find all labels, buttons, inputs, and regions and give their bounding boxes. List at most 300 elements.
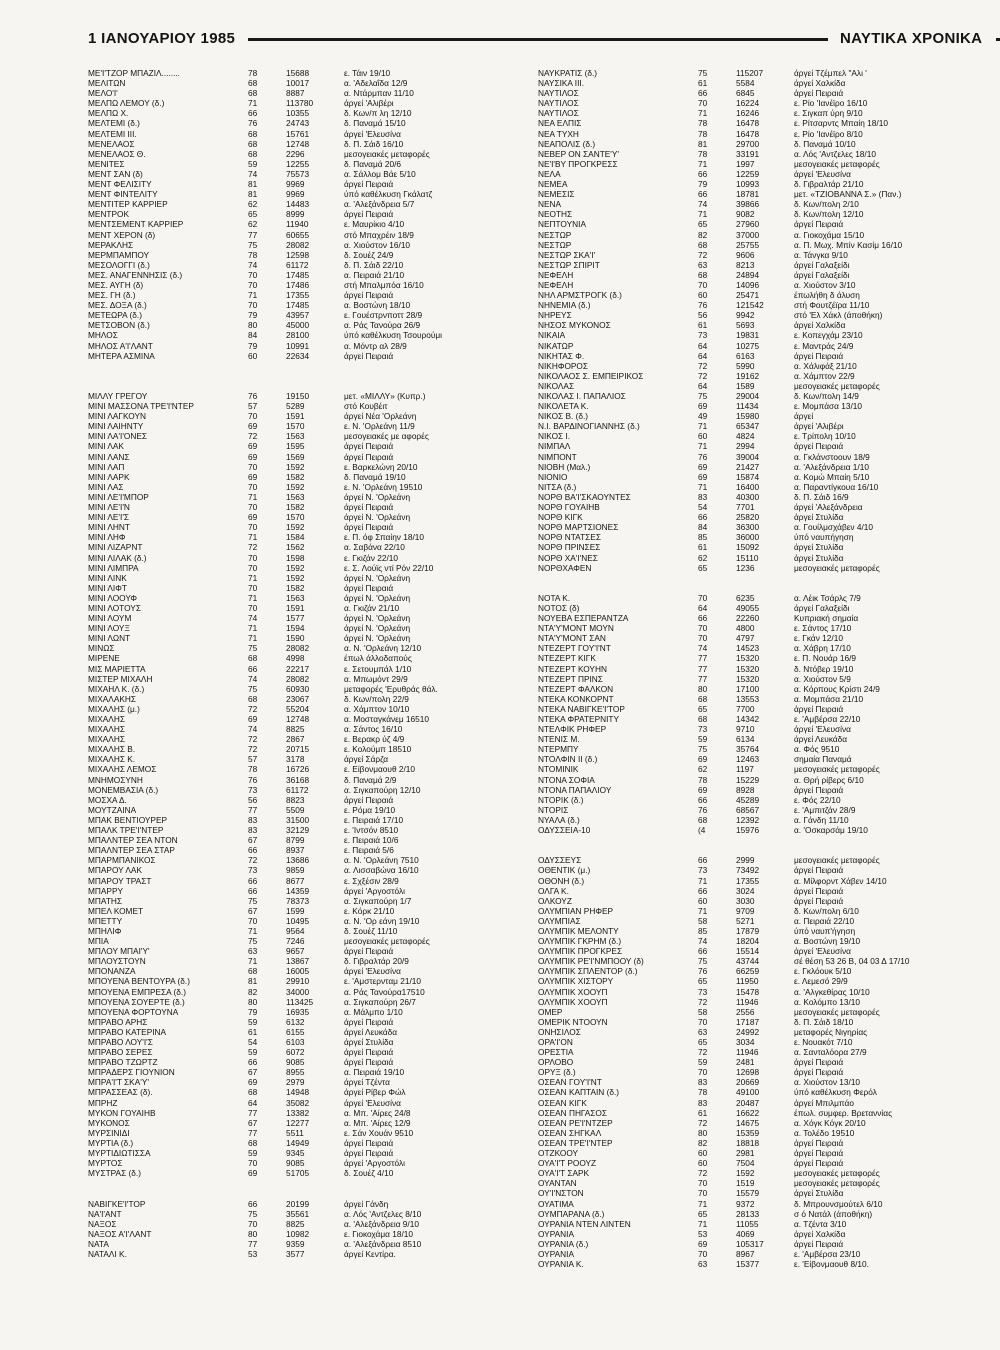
position-status: μετ. «ΤΖΙΟΒΑΝΝΑ Σ.» (Παν.) xyxy=(794,189,902,200)
position-status: δ. Π. Σάιδ 22/10 xyxy=(344,259,404,270)
build-year: 60 xyxy=(698,431,708,442)
build-year: 66 xyxy=(248,1198,258,1209)
ship-row xyxy=(538,906,988,916)
position-status: α. Σάλλομ Βάε 5/10 xyxy=(344,168,416,179)
ship-name: ΜΥΡΤΙΔΙΩΤΙΣΣΑ xyxy=(88,1148,151,1159)
tonnage: 4069 xyxy=(736,1228,755,1239)
tonnage: 20487 xyxy=(736,1097,760,1108)
position-status: έπωλ άλλοδαπούς xyxy=(344,653,412,664)
build-year: 60 xyxy=(698,1148,708,1159)
ship-name: ΟΛΚΟΥΖ xyxy=(538,895,572,906)
tonnage: 6163 xyxy=(736,350,755,361)
ship-row xyxy=(88,421,538,431)
build-year: 64 xyxy=(698,350,708,361)
ship-row xyxy=(538,179,988,189)
tonnage: 17485 xyxy=(286,300,310,311)
ship-row xyxy=(88,1158,538,1168)
ship-row xyxy=(538,532,988,542)
ship-name: ΜΠΑΡΟΥ ΛΑΚ xyxy=(88,865,142,876)
tonnage: 37000 xyxy=(736,229,760,240)
ship-row xyxy=(88,1239,538,1249)
ship-row xyxy=(88,573,538,583)
tonnage: 2867 xyxy=(286,734,305,745)
ship-row xyxy=(538,694,988,704)
tonnage: 15377 xyxy=(736,1259,760,1270)
ship-row xyxy=(538,320,988,330)
ship-row xyxy=(538,775,988,785)
tonnage: 19831 xyxy=(736,330,760,341)
position-status: ε. Σάντος 17/10 xyxy=(794,623,852,634)
ship-name: ΜΙΝΙ ΛΙΦΤ xyxy=(88,582,127,593)
ship-name: ΜΕΣΟΛΟΓΓΙ (δ.) xyxy=(88,259,150,270)
ship-row xyxy=(88,330,538,340)
position-status: άργεί Πειραιά xyxy=(344,179,394,190)
build-year: 66 xyxy=(248,885,258,896)
position-status: ε. Βερακρ ύζ 4/9 xyxy=(344,734,405,745)
ship-name: ΝΙΚΑΙΑ xyxy=(538,330,566,341)
tonnage: 2981 xyxy=(736,1148,755,1159)
build-year: 64 xyxy=(698,602,708,613)
tonnage: 28100 xyxy=(286,330,310,341)
build-year: 61 xyxy=(698,542,708,553)
build-year: 70 xyxy=(248,915,258,926)
ship-row xyxy=(88,169,538,179)
ship-row xyxy=(88,633,538,643)
build-year: 53 xyxy=(698,1228,708,1239)
position-status: μεσογειακές με αφορές xyxy=(344,431,429,442)
ship-name: ΝΤΑ'Υ'ΜΟΝΤ ΜΟΥΝ xyxy=(538,623,614,634)
tonnage: 1563 xyxy=(286,491,305,502)
tonnage: 12259 xyxy=(736,168,760,179)
position-status: α. Ράς Τανούρα 26/9 xyxy=(344,320,421,331)
position-status: άργεί Στυλίδα xyxy=(794,542,844,553)
position-status: ε. Λεμεσό 29/9 xyxy=(794,976,848,987)
build-year: 70 xyxy=(248,1218,258,1229)
ship-name: ΝΤΟΝΑ ΠΑΠΑΛΙΟΥ xyxy=(538,784,612,795)
tonnage: 6155 xyxy=(286,1026,305,1037)
ship-name: ΜΙΝΙ ΛΑΓΚΟΥΝ xyxy=(88,411,146,422)
build-year: 72 xyxy=(248,734,258,745)
left-column-ship-list xyxy=(88,68,538,1259)
ship-row xyxy=(538,1168,988,1178)
ship-name: ΜΠΡΑΒΟ ΑΡΗΣ xyxy=(88,1016,148,1027)
ship-name: ΝΑΥΤΙΛΟΣ xyxy=(538,98,579,109)
ship-name: ΜΠΟΝΑΝΖΑ xyxy=(88,966,136,977)
position-status: άργεί Πειραιά xyxy=(794,885,844,896)
build-year: 72 xyxy=(248,855,258,866)
build-year: 66 xyxy=(698,855,708,866)
tonnage: 75573 xyxy=(286,168,310,179)
position-status: α. Μοσταγκάνεμ 16510 xyxy=(344,714,430,724)
position-status: άργεί Τζέντα xyxy=(344,1077,390,1088)
tonnage: 36000 xyxy=(736,532,760,543)
position-status: στό Κουβέιτ xyxy=(344,401,388,412)
ship-name: ΟΛΥΜΠΙΚ ΜΕΛΟΝΤΥ xyxy=(538,925,619,936)
ship-name: ΝΤΕΚΑ ΝΑΒΙΓΚΕ'Ι'ΤΟΡ xyxy=(538,703,625,714)
position-status: α. 'Αλεξάνδρεια 1/10 xyxy=(794,461,869,472)
ship-row xyxy=(538,876,988,886)
build-year: 71 xyxy=(248,925,258,936)
tonnage: 10355 xyxy=(286,108,310,119)
ship-name: ΟΥΜΠΑΡΑΝΑ (δ.) xyxy=(538,1208,605,1219)
tonnage: 34000 xyxy=(286,986,310,997)
build-year: 78 xyxy=(248,249,258,260)
build-year: 76 xyxy=(248,118,258,129)
position-status: α. Ντάρμπαν 11/10 xyxy=(344,88,414,99)
build-year: 74 xyxy=(248,673,258,684)
position-status: α. Μπωμόντ 29/9 xyxy=(344,673,408,684)
ship-name: ΜΙΝΙ ΛΕ'Ι'Ν xyxy=(88,502,130,513)
ship-name: ΝΙΚΗΦΟΡΟΣ xyxy=(538,360,589,371)
ship-row xyxy=(538,1239,988,1249)
tonnage: 60930 xyxy=(286,683,310,694)
ship-name: ΜΙΝΙ ΛΑΡΚ xyxy=(88,471,130,482)
ship-row xyxy=(88,916,538,926)
ship-name: ΜΕΡΑΚΛΗΣ xyxy=(88,239,134,250)
position-status: α. Ν. 'Ορ εάνη 19/10 xyxy=(344,915,420,926)
ship-name: ΝΤΟΡΙΣ xyxy=(538,804,569,815)
tonnage: 1592 xyxy=(286,572,305,583)
tonnage: 15320 xyxy=(736,653,760,664)
position-status: άργεί Πειραιά xyxy=(794,1057,844,1068)
tonnage: 17100 xyxy=(736,683,760,694)
tonnage: 9657 xyxy=(286,946,305,957)
ship-name: ΟΘΕΝΤΙΚ (μ.) xyxy=(538,865,591,876)
build-year: 72 xyxy=(698,1168,708,1179)
tonnage: 45000 xyxy=(286,320,310,331)
build-year: 71 xyxy=(248,623,258,634)
build-year: 81 xyxy=(248,976,258,987)
tonnage: 1570 xyxy=(286,421,305,432)
row-spacer xyxy=(538,583,988,593)
build-year: 71 xyxy=(248,592,258,603)
build-year: 80 xyxy=(248,320,258,331)
position-status: α. Πειραιά 19/10 xyxy=(344,1067,405,1078)
build-year: 74 xyxy=(248,724,258,735)
ship-row xyxy=(88,815,538,825)
tonnage: 51705 xyxy=(286,1168,310,1179)
ship-row xyxy=(538,825,988,835)
ship-name: ΜΙΝΙ ΛΟΤΟΥΣ xyxy=(88,602,141,613)
position-status: α. Λός 'Αντζελες 18/10 xyxy=(794,148,876,159)
ship-row xyxy=(538,563,988,573)
row-spacer xyxy=(88,361,538,371)
build-year: 76 xyxy=(248,774,258,785)
tonnage: 16622 xyxy=(736,1107,760,1118)
position-status: άργεί Στυλίδα xyxy=(794,1188,844,1199)
ship-name: ΝΤΕΖΕΡΤ ΚΟΥΗΝ xyxy=(538,663,607,674)
position-status: άργεί Χαλκίδα xyxy=(794,1228,846,1239)
tonnage: 9710 xyxy=(736,724,755,735)
ship-name: ΟΣΕΑΝ ΡΕ'Ι'ΝΤΖΕΡ xyxy=(538,1117,613,1128)
ship-name: ΜΙΝΙ ΛΙΝΚ xyxy=(88,572,127,583)
ship-row xyxy=(538,966,988,976)
position-status: άργεί Ν. 'Ορλεάνη xyxy=(344,572,411,583)
row-spacer xyxy=(538,845,988,855)
build-year: 78 xyxy=(698,118,708,129)
tonnage: 15359 xyxy=(736,1127,760,1138)
position-status: ε. Νουακότ 7/10 xyxy=(794,1037,853,1047)
build-year: 84 xyxy=(698,522,708,533)
build-year: 67 xyxy=(248,835,258,846)
ship-name: ΝΙΟΝΙΟ xyxy=(538,471,568,482)
tonnage: 1592 xyxy=(286,522,305,533)
ship-row xyxy=(538,118,988,128)
build-year: 71 xyxy=(698,875,708,886)
position-status: άργεί Σάρζα xyxy=(344,754,389,765)
position-status: άργεί Πειραιά xyxy=(344,290,394,301)
ship-row xyxy=(538,805,988,815)
ship-name: ΟΡΕΣΤΙΑ xyxy=(538,1047,574,1058)
build-year: 70 xyxy=(248,582,258,593)
position-status: άργεί Πειραιά xyxy=(344,209,394,220)
tonnage: 11946 xyxy=(736,1047,759,1058)
ship-row xyxy=(538,462,988,472)
position-status: άργεί Γαλαξείδι xyxy=(794,269,850,280)
tonnage: 15478 xyxy=(736,986,760,997)
tonnage: 49100 xyxy=(736,1087,760,1098)
ship-row xyxy=(538,623,988,633)
tonnage: 2999 xyxy=(736,855,755,866)
build-year: 59 xyxy=(248,1047,258,1058)
build-year: 77 xyxy=(248,1107,258,1118)
ship-row xyxy=(538,936,988,946)
ship-name: ΜΠΟΥΕΝΑ ΣΟΥΕΡΤΕ (δ.) xyxy=(88,996,185,1007)
ship-name: ΟΤΖΚΟΟΥ xyxy=(538,1148,579,1159)
ship-name: ΜΠΑΡΡΥ xyxy=(88,885,124,896)
tonnage: 13382 xyxy=(286,1107,310,1118)
tonnage: 1562 xyxy=(286,542,305,553)
build-year: 49 xyxy=(698,411,708,422)
position-status: άργεί Πειραιά xyxy=(344,582,394,593)
ship-name: ΝΟΥΕΒΑ ΕΣΠΕΡΑΝΤΖΑ xyxy=(538,613,629,624)
ship-row xyxy=(88,431,538,441)
ship-name: ΝΕΦΕΛΗ xyxy=(538,279,574,290)
build-year: 63 xyxy=(698,259,708,270)
row-spacer xyxy=(88,1188,538,1198)
build-year: 85 xyxy=(698,925,708,936)
build-year: 69 xyxy=(698,754,708,765)
build-year: 78 xyxy=(248,764,258,775)
position-status: α. Μόντρ αλ 28/9 xyxy=(344,340,407,351)
ship-name: ΟΥΡΑΝΙΑ (δ.) xyxy=(538,1238,589,1249)
ship-row xyxy=(538,956,988,966)
build-year: 59 xyxy=(698,1057,708,1068)
ship-name: ΝΤΕΝΙΣ Μ. xyxy=(538,734,580,745)
tonnage: 1519 xyxy=(736,1178,755,1189)
tonnage: 6134 xyxy=(736,734,755,745)
ship-name: ΝΤΕΛΦΙΚ ΡΗΦΕΡ xyxy=(538,724,607,735)
tonnage: 1591 xyxy=(286,602,305,613)
build-year: 60 xyxy=(698,1158,708,1169)
tonnage: 5693 xyxy=(736,320,755,331)
tonnage: 1563 xyxy=(286,592,305,603)
tonnage: 13867 xyxy=(286,956,310,967)
position-status: Κυπριακή σημαία xyxy=(794,613,859,624)
position-status: α. Βοστώνη 18/10 xyxy=(344,300,411,311)
tonnage: 6132 xyxy=(286,1016,305,1027)
build-year: 65 xyxy=(698,1208,708,1219)
tonnage: 15092 xyxy=(736,542,760,553)
build-year: 81 xyxy=(248,179,258,190)
position-status: άργεί Πειραιά xyxy=(344,1148,394,1159)
build-year: 82 xyxy=(698,1137,708,1148)
ship-row xyxy=(88,280,538,290)
publication-title: ΝΑΥΤΙΚΑ ΧΡΟΝΙΚΑ xyxy=(840,30,983,47)
position-status: άργεί Μπιλμπάο xyxy=(794,1097,854,1108)
position-status: άργεί Πειραιά xyxy=(794,1067,844,1078)
ship-row xyxy=(88,563,538,573)
ship-row xyxy=(538,1158,988,1168)
position-status: άργεί Ν. 'Ορλεάνη xyxy=(344,623,411,634)
tonnage: 40300 xyxy=(736,491,760,502)
ship-name: ΝΕΟΤΗΣ xyxy=(538,209,573,220)
position-status: ε. 'Αμβέρσα 23/10 xyxy=(794,1248,861,1259)
position-status: δ. Γιβραλτάρ 20/9 xyxy=(344,956,409,967)
position-status: α. Σιγκαπούρη 26/7 xyxy=(344,996,416,1007)
tonnage: 8955 xyxy=(286,1067,305,1078)
tonnage: 29910 xyxy=(286,976,310,987)
position-status: δ. Π. Σάιδ 16/10 xyxy=(344,138,404,149)
issue-date: 1 ΙΑΝΟΥΑΡΙΟΥ 1985 xyxy=(88,30,236,47)
ship-row xyxy=(88,290,538,300)
build-year: 65 xyxy=(698,703,708,714)
tonnage: 1598 xyxy=(286,552,305,563)
build-year: 63 xyxy=(248,946,258,957)
ship-row xyxy=(88,936,538,946)
position-status: α. 'Αλεξάνδρεια 5/7 xyxy=(344,199,415,210)
position-status: α. Τάνγκα 9/10 xyxy=(794,249,848,260)
position-status: ε. Πειραιά 17/10 xyxy=(344,814,404,825)
build-year: 78 xyxy=(698,1087,708,1098)
tonnage: 7246 xyxy=(286,936,305,947)
ship-row xyxy=(538,108,988,118)
tonnage: 14096 xyxy=(736,279,760,290)
ship-row xyxy=(538,351,988,361)
ship-name: ΝΑΤΑ xyxy=(88,1238,109,1249)
build-year: 68 xyxy=(698,269,708,280)
ship-row xyxy=(538,643,988,653)
build-year: 68 xyxy=(698,714,708,724)
ship-row xyxy=(88,643,538,653)
tonnage: 22260 xyxy=(736,613,760,624)
position-status: α. Φός 9510 xyxy=(794,744,840,755)
build-year: 69 xyxy=(248,714,258,724)
build-year: 71 xyxy=(248,633,258,644)
tonnage: 25471 xyxy=(736,290,760,301)
position-status: ε. Ν. 'Ορλεάνη 19510 xyxy=(344,481,423,492)
ship-name: ΜΙΡΕΝΕ xyxy=(88,653,120,664)
position-status: άργεί Πειραιά xyxy=(344,1016,394,1027)
ship-row xyxy=(88,674,538,684)
ship-name: ΝΙΚΗΤΑΣ Φ. xyxy=(538,350,585,361)
build-year: 71 xyxy=(698,481,708,492)
build-year: 75 xyxy=(248,683,258,694)
build-year: 84 xyxy=(248,330,258,341)
ship-name: ΝΙΟΒΗ (Μαλ.) xyxy=(538,461,591,472)
position-status: άργεί Νέα 'Ορλεάνη xyxy=(344,411,417,422)
tonnage: 17485 xyxy=(286,269,310,280)
ship-row xyxy=(88,906,538,916)
ship-row xyxy=(88,139,538,149)
ship-name: ΟΣΕΑΝ ΓΟΥ'Ι'ΝΤ xyxy=(538,1077,602,1088)
ship-name: ΜΕΝΕΛΑΟΣ xyxy=(88,138,135,149)
ship-row xyxy=(88,1087,538,1097)
ship-name: ΜΠΑΡΟΥ ΤΡΑΣΤ xyxy=(88,875,152,886)
tonnage: 2994 xyxy=(736,441,755,452)
ship-name: ΜΕΣ. ΑΝΑΓΕΝΝΗΣΙΣ (δ.) xyxy=(88,269,183,280)
ship-row xyxy=(88,734,538,744)
ship-name: ΜΕΣ. ΑΥΓΗ (δ) xyxy=(88,279,144,290)
ship-row xyxy=(88,472,538,482)
ship-name: ΝΙΚΟΛΑΣ xyxy=(538,380,575,391)
position-status: άργεί 'Ελευσίνα xyxy=(344,128,401,139)
ship-row xyxy=(88,270,538,280)
build-year: 71 xyxy=(698,441,708,452)
position-status: α. Χάμπτον 10/10 xyxy=(344,703,410,714)
ship-name: ΝΤΕΖΕΡΤ ΠΡΙΝΣ xyxy=(538,673,603,684)
position-status: στό Μπαχρέιν 18/9 xyxy=(344,229,414,240)
ship-row xyxy=(538,391,988,401)
position-status: άργεί Πειραιά xyxy=(344,502,394,513)
build-year: 68 xyxy=(698,693,708,704)
ship-name: ΝΤΟΛΦΙΝ ΙΙ (δ.) xyxy=(538,754,598,765)
build-year: 73 xyxy=(698,724,708,735)
ship-row xyxy=(538,1037,988,1047)
ship-row xyxy=(538,886,988,896)
build-year: 66 xyxy=(248,845,258,856)
ship-row xyxy=(538,704,988,714)
tonnage: 66259 xyxy=(736,966,760,977)
position-status: ε. 'Είβονμαουθ 8/10. xyxy=(794,1259,869,1270)
position-status: ε. Σ. Λούϊς ντί Ρόν 22/10 xyxy=(344,562,434,573)
build-year: 66 xyxy=(248,108,258,119)
ship-row xyxy=(88,987,538,997)
ship-name: ΜΙΝΙ ΛΑΠ xyxy=(88,461,125,472)
position-status: μεσογειακές μεταφορές xyxy=(794,855,880,866)
ship-name: ΜΕΣ. ΔΟΞΑ (δ.) xyxy=(88,300,147,311)
tonnage: 8823 xyxy=(286,794,305,805)
ship-name: ΝΟΡΘ ΚΙΓΚ xyxy=(538,512,583,523)
tonnage: 9359 xyxy=(286,1238,305,1249)
row-spacer xyxy=(88,381,538,391)
ship-row xyxy=(88,613,538,623)
position-status: δ. Κων/πολη 22/9 xyxy=(344,693,409,704)
build-year: 75 xyxy=(698,744,708,755)
build-year: 62 xyxy=(698,764,708,775)
ship-name: ΜΠΑΛΝΤΕΡ ΣΕΑ ΣΤΑΡ xyxy=(88,845,175,856)
ship-name: ΜΠΑΡΜΠΑΝΙΚΟΣ xyxy=(88,855,156,866)
ship-row xyxy=(88,1219,538,1229)
ship-row xyxy=(538,795,988,805)
ship-row xyxy=(538,290,988,300)
position-status: α. Σαβάνα 22/10 xyxy=(344,542,405,553)
ship-row xyxy=(538,896,988,906)
build-year: 71 xyxy=(698,158,708,169)
position-status: α. Λισσαβώνα 16/10 xyxy=(344,865,419,876)
tonnage: 15874 xyxy=(736,471,760,482)
ship-name: ΜΙΣ ΜΑΡΙΕΤΤΑ xyxy=(88,663,146,674)
ship-name: ΝΕΑ ΤΥΧΗ xyxy=(538,128,579,139)
ship-row xyxy=(538,421,988,431)
ship-row xyxy=(88,623,538,633)
position-status: α. 'Αλεξάνδρεια 9/10 xyxy=(344,1218,419,1229)
tonnage: 14948 xyxy=(286,1087,310,1098)
ship-row xyxy=(88,209,538,219)
tonnage: 8937 xyxy=(286,845,305,856)
position-status: α. Χάλιφάξ 21/10 xyxy=(794,360,857,371)
build-year: 69 xyxy=(248,451,258,462)
